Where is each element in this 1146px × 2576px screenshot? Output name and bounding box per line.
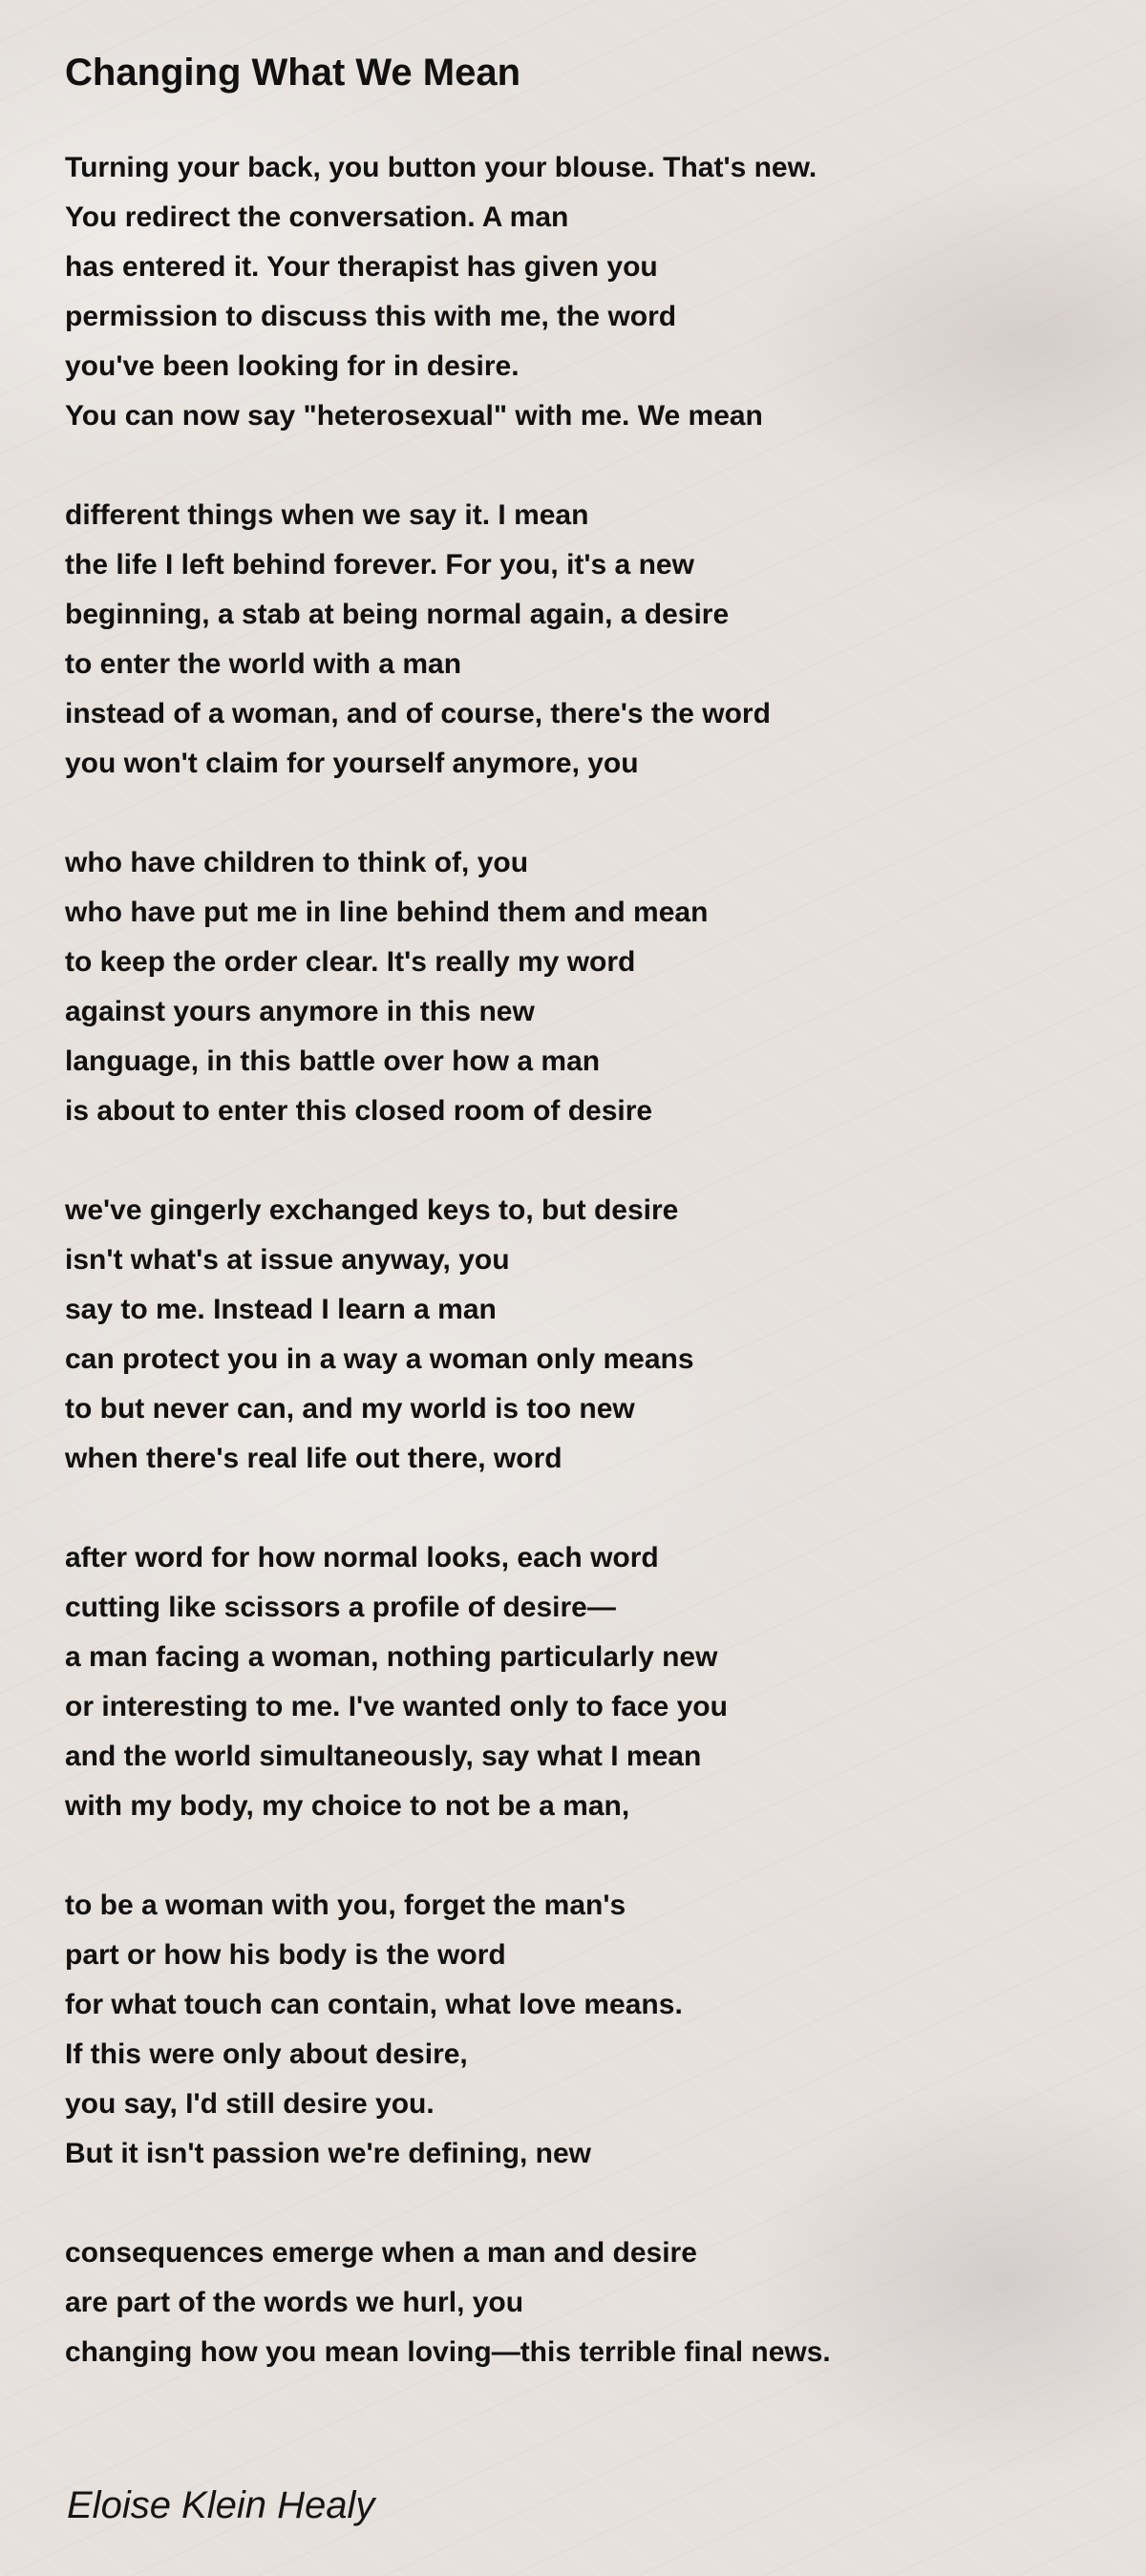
poem-line: we've gingerly exchanged keys to, but desire <box>65 1194 679 1226</box>
stanza <box>65 1881 1096 2179</box>
poem-line: isn't what's at issue anyway, you <box>65 1244 510 1276</box>
poem-line: to be a woman with you, forget the man's <box>65 1890 626 1921</box>
poem-line: changing how you mean loving—this terrible final news. <box>65 2336 831 2368</box>
poem-line: who have children to think of, you <box>65 847 529 878</box>
poem-line: Turning your back, you button your blouse. That's new. <box>65 152 817 183</box>
stanza <box>65 1186 1096 1484</box>
poem-line: when there's real life out there, word <box>65 1443 562 1474</box>
poem-line: to but never can, and my world is too new <box>65 1393 635 1425</box>
poem-line: and the world simultaneously, say what I mean <box>65 1741 702 1772</box>
poem-line: consequences emerge when a man and desire <box>65 2237 697 2269</box>
poem-line: you've been looking for in desire. <box>65 350 520 382</box>
poem-body <box>65 143 1096 2427</box>
poem-line: You can now say "heterosexual" with me. We mean <box>65 400 763 432</box>
poem-line: is about to enter this closed room of desire <box>65 1095 653 1127</box>
poem-line: after word for how normal looks, each word <box>65 1542 659 1573</box>
poem-line: But it isn't passion we're defining, new <box>65 2138 591 2169</box>
poem-line: part or how his body is the word <box>65 1939 506 1971</box>
poem-line: with my body, my choice to not be a man, <box>65 1790 630 1822</box>
poem-line: to keep the order clear. It's really my word <box>65 946 636 978</box>
poem-line: cutting like scissors a profile of desire— <box>65 1592 616 1623</box>
poem-line: instead of a woman, and of course, there's the word <box>65 698 771 729</box>
stanza <box>65 838 1096 1136</box>
poem-line: different things when we say it. I mean <box>65 499 589 531</box>
poem-line: for what touch can contain, what love means. <box>65 1989 683 2020</box>
stanza <box>65 491 1096 789</box>
poem-line: beginning, a stab at being normal again, a desire <box>65 599 730 630</box>
poem-line: can protect you in a way a woman only means <box>65 1343 694 1375</box>
poem-line: you won't claim for yourself anymore, you <box>65 748 639 779</box>
poem-line: say to me. Instead I learn a man <box>65 1294 497 1325</box>
poem-line: to enter the world with a man <box>65 648 462 680</box>
poem-line: the life I left behind forever. For you, it's a new <box>65 549 694 581</box>
poem-line: If this were only about desire, <box>65 2038 468 2070</box>
poem-line: language, in this battle over how a man <box>65 1045 601 1077</box>
poem-line: has entered it. Your therapist has given you <box>65 251 658 283</box>
stanza <box>65 143 1096 441</box>
poem-author: Eloise Klein Healy <box>67 2484 375 2526</box>
poem-line: against yours anymore in this new <box>65 996 535 1027</box>
stanza <box>65 2228 1096 2377</box>
poem-line: a man facing a woman, nothing particularly new <box>65 1641 718 1673</box>
poem-line: You redirect the conversation. A man <box>65 201 569 233</box>
poem-line: you say, I'd still desire you. <box>65 2088 435 2120</box>
poem-line: who have put me in line behind them and mean <box>65 897 709 928</box>
stanza <box>65 1533 1096 1831</box>
poem-line: are part of the words we hurl, you <box>65 2287 524 2318</box>
poem-line: permission to discuss this with me, the word <box>65 301 677 332</box>
poem-title: Changing What We Mean <box>65 52 521 94</box>
poem-line: or interesting to me. I've wanted only to face you <box>65 1691 728 1722</box>
